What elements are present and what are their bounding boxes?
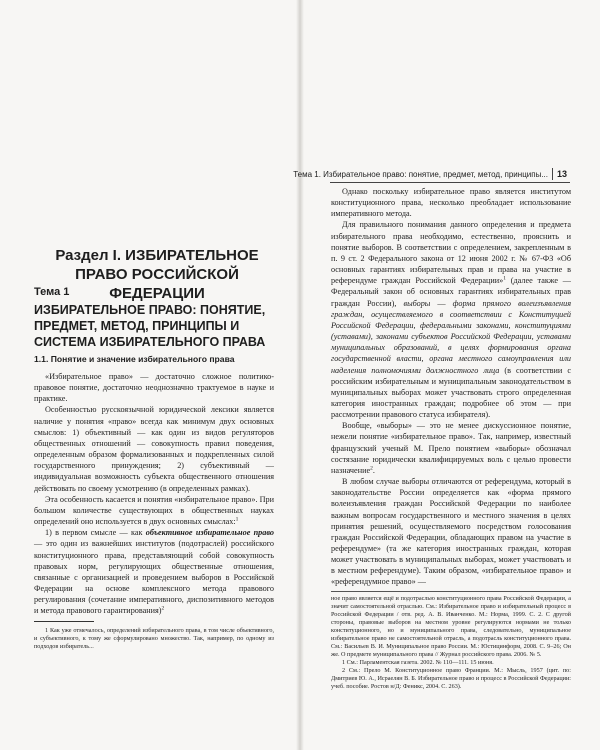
footnote-rule	[34, 621, 94, 622]
footnote-ref: 2	[370, 465, 373, 472]
footnote-ref: 1	[503, 275, 506, 282]
footnote-rule	[331, 591, 571, 592]
paragraph-text: Вообще, «выборы» — это не менее дискуссионное понятие, нежели понятие «избирательное право». Так, например, известный французский ученый М. Прело понятием «выборы» обозначал состязание юридически квалифицируемых воль с целью провести назначение	[331, 421, 571, 475]
footnote: 1 См.: Парламентская газета. 2002. № 110—111. 15 июня.	[342, 659, 494, 666]
footnote-continuation: ное право является ещё и подотраслью конституционного права Российской Федерации, а значит самостоятельной отраслью. См.: Избирательное право и избирательный процесс в Российской Федерации / отв. ред. А. В. Иванченко. М.: Норма, 1999. С. 2. С другой стороны, правовые выборов на местном уровне регулируются нормами не только конституционного, но и муниципального права, следовательно, муниципальное избирательное право не самостоятельной отрасль, а подотрасль конституционного права. См.: Васильев В. И. Муниципальное право России. М.: Юстицинформ, 2008. С. 9–26; Он же. О предмете муниципального права // Журнал российского права. 2006. № 5.	[331, 595, 571, 658]
paragraph-text: Для правильного понимания данного определения и предмета избирательного права необходимо, естественно, прояснить и понятие выборов. В соответствии с определением, закрепленным в п. 9 ст. 2 Федерального закона от 12 июня 2002 г. № 67-ФЗ «Об основных гарантиях избирательных прав и права на участие в референдуме граждан Российской Федерации»	[331, 220, 571, 286]
right-body-text	[331, 186, 571, 588]
paragraph-text: —	[430, 298, 453, 308]
left-body-text	[34, 371, 274, 616]
paragraph-text: Эта особенность касается и понятия «избирательное право». При большом количестве существующих в общественных науках определений оно используется в двух основных смыслах:	[34, 494, 274, 527]
paragraph: Однако поскольку избирательное право является институтом конституционного права, несколько преобладает использование императивного метода.	[331, 187, 571, 219]
page-number: 13	[556, 169, 567, 179]
section-title: Раздел I. ИЗБИРАТЕЛЬНОЕ ПРАВО РОССИЙСКОЙ ФЕДЕРАЦИИ	[55, 247, 259, 302]
running-head	[293, 168, 570, 183]
right-footnotes	[331, 595, 571, 691]
paragraph-text: (в соответствии с российским избирательным и муниципальным законодательством в муниципальных выборах может участвовать строго определенная категория иностранных граждан; подробнее об этом — при рассмотрении правового статуса избирателя).	[331, 365, 571, 420]
term-elections: выборы	[403, 298, 431, 308]
paragraph-text: — это один из важнейших институтов (подотраслей) российского конституционного права, представляющий собой совокупность правовых норм, регулирующих общественные отношения, связанные с организацией и проведением выборов в Российской Федерации на основе комплексного метода правового регулирования (сочетание императивного, диспозитивного методов и метода правового гарантирования)	[34, 539, 274, 616]
book-gutter	[296, 0, 304, 750]
paragraph	[34, 494, 274, 527]
paragraph	[331, 219, 571, 420]
term-objective-electoral-law: объективное избирательное право	[145, 528, 274, 538]
footnote-ref: 2	[161, 605, 165, 612]
paragraph-text: (далее также — Федеральный закон об основных гарантиях избирательных прав граждан России),	[331, 276, 571, 308]
running-head-title: Тема 1. Избирательное право: понятие, предмет, метод, принципы...	[293, 170, 548, 179]
paragraph: В любом случае выборы отличаются от референдума, который в законодательстве России определяется как «форма прямого волеизъявления граждан Российской Федерации по наиболее важным вопросам государственного и местного значения в целях принятия решений, осуществляемого посредством голосования граждан Российской Федерации, обладающих правом на участие в референдуме» (та же категория иностранных граждан, которая может участвовать в муниципальных выборах, может участвовать и в местном референдуме). Таким образом, «избирательное право» и «референдумное право» —	[331, 477, 571, 587]
footnote-ref: 1	[235, 516, 239, 523]
topic-label: Тема 1	[34, 286, 70, 298]
left-footnotes	[34, 627, 274, 651]
subsection-heading: 1.1. Понятие и значение избирательного права	[34, 354, 235, 364]
paragraph-text: 1) в первом смысле — как	[45, 528, 146, 538]
paragraph: Вообще, «выборы» — это не менее дискуссионное понятие, нежели понятие «избирательное право». Так, например, известный французский ученый М. Прело понятием «выборы» обозначал состязание юридически квалифицируемых воль с целью провести назначение$^2$.	[331, 421, 571, 475]
footnote: 1 Как уже отмечалось, определений избирательного права, в том числе объективного, и субъективного, к тому же сформулировано множество. Так, например, по одному из подходов избиратель...	[34, 627, 274, 650]
paragraph	[34, 527, 274, 616]
footnote: 2 См.: Прело М. Конституционное право Франции. М.: Мысль, 1957 (цит. по: Дмитриев Ю. А., Исраелян В. Б. Избирательное право и процесс в Российской Федерации: учеб. пособие. Ростов н/Д: Феникс, 2004. С. 263).	[331, 667, 571, 690]
paragraph: «Избирательное право» — достаточно сложное политико-правовое понятие, достаточно неоднозначно трактуемое в науке и практике.	[34, 372, 274, 404]
paragraph: Особенностью русскоязычной юридической лексики является наличие у понятия «право» всегда как минимум двух основных смыслов: 1) объективный — как один из видов регуляторов общественных отношений — совокупность правил поведения, определенным образом формализованных и подкрепленных силой государственного принуждения; 2) субъективный — индивидуальная возможность субъекта общественного отношения действовать по своему усмотрению (в определенных рамках).	[34, 405, 274, 493]
running-head-separator	[552, 168, 553, 180]
topic-title: ИЗБИРАТЕЛЬНОЕ ПРАВО: ПОНЯТИЕ, ПРЕДМЕТ, МЕТОД, ПРИНЦИПЫ И СИСТЕМА ИЗБИРАТЕЛЬНОГО ПРАВА	[34, 303, 266, 349]
elections-definition: форма прямого волеизъявления граждан, осуществляемого в соответствии с Конституцией Российской Федерации, федеральными законами, конституциями (уставами), законами субъектов Российской Федерации, уставами муниципальных образований, в целях формирования органа государственной власти, органа местного самоуправления или наделения полномочиями должностного лица	[331, 298, 571, 375]
